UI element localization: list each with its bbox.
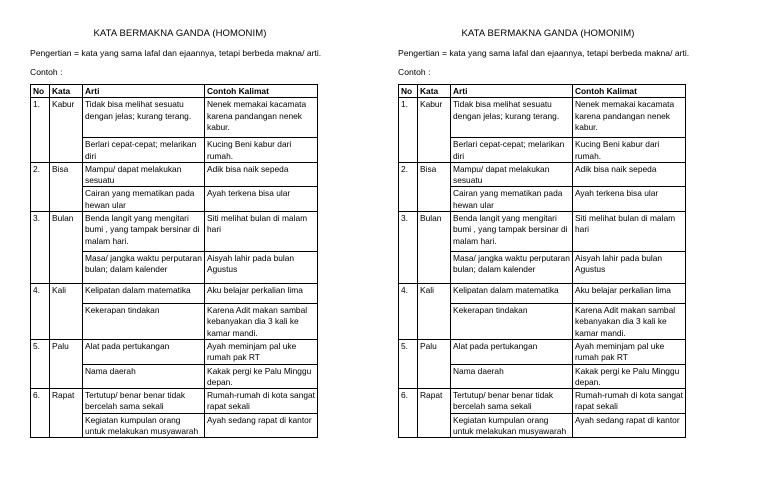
entry-word: Kabur: [418, 98, 451, 163]
entry-number: 3.: [31, 212, 50, 284]
entry-number: 5.: [31, 339, 50, 388]
entry-meaning: Cairan yang mematikan pada hewan ular: [83, 187, 205, 212]
header-arti: Arti: [451, 85, 573, 98]
header-no: No: [399, 85, 418, 98]
entry-example-sentence: Aku belajar perkalian lima: [205, 284, 318, 304]
entry-example-sentence: Karena Adit makan sambal kebanyakan dia 3 kali ke kamar mandi.: [205, 304, 318, 340]
table-row: [31, 98, 318, 138]
entry-meaning: Tertutup/ benar benar tidak bercelah sama sekali: [451, 389, 573, 414]
entry-example-sentence: Nenek memakai kacamata karena pandangan nenek kabur.: [573, 98, 686, 138]
homonym-table: [398, 84, 686, 438]
entry-word: Rapat: [418, 389, 451, 438]
example-label: Contoh :: [30, 67, 63, 77]
entry-word: Kali: [50, 284, 83, 340]
table-row: [399, 339, 686, 364]
table-row: [399, 98, 686, 138]
entry-meaning: Kegiatan kumpulan orang untuk melakukan musyawarah: [451, 413, 573, 438]
entry-number: 5.: [399, 339, 418, 388]
entry-word: Rapat: [50, 389, 83, 438]
entry-example-sentence: Aisyah lahir pada bulan Agustus: [573, 252, 686, 284]
entry-meaning: Berlari cepat-cepat; melarikan diri: [451, 138, 573, 163]
entry-example-sentence: Ayah terkena bisa ular: [573, 187, 686, 212]
entry-meaning: Kegiatan kumpulan orang untuk melakukan musyawarah: [83, 413, 205, 438]
entry-meaning: Masa/ jangka waktu perputaran bulan; dalam kalender: [83, 252, 205, 284]
entry-meaning: Kekerapan tindakan: [83, 304, 205, 340]
header-contoh: Contoh Kalimat: [205, 85, 318, 98]
header-kata: Kata: [50, 85, 83, 98]
table-row: [31, 162, 318, 187]
table-row: [31, 284, 318, 304]
entry-example-sentence: Ayah terkena bisa ular: [205, 187, 318, 212]
entry-number: 6.: [399, 389, 418, 438]
entry-example-sentence: Ayah meminjam pal uke rumah pak RT: [573, 339, 686, 364]
header-contoh: Contoh Kalimat: [573, 85, 686, 98]
entry-meaning: Kekerapan tindakan: [451, 304, 573, 340]
entry-word: Kabur: [50, 98, 83, 163]
entry-meaning: Benda langit yang mengitari bumi , yang tampak bersinar di malam hari.: [451, 212, 573, 252]
entry-meaning: Kelipatan dalam matematika: [83, 284, 205, 304]
table-row: [399, 162, 686, 187]
entry-meaning: Nama daerah: [451, 364, 573, 389]
entry-example-sentence: Siti melihat bulan di malam hari: [205, 212, 318, 252]
entry-meaning: Tidak bisa melihat sesuatu dengan jelas; kurang terang.: [83, 98, 205, 138]
entry-meaning: Alat pada pertukangan: [83, 339, 205, 364]
entry-number: 3.: [399, 212, 418, 284]
document-title: KATA BERMAKNA GANDA (HOMONIM): [461, 28, 635, 39]
example-label: Contoh :: [398, 67, 431, 77]
entry-word: Bisa: [418, 162, 451, 211]
entry-meaning: Alat pada pertukangan: [451, 339, 573, 364]
entry-meaning: Nama daerah: [83, 364, 205, 389]
entry-number: 4.: [399, 284, 418, 340]
entry-example-sentence: Kucing Beni kabur dari rumah.: [205, 138, 318, 163]
header-arti: Arti: [83, 85, 205, 98]
entry-example-sentence: Adik bisa naik sepeda: [573, 162, 686, 187]
entry-meaning: Masa/ jangka waktu perputaran bulan; dalam kalender: [451, 252, 573, 284]
entry-number: 1.: [31, 98, 50, 163]
entry-example-sentence: Kucing Beni kabur dari rumah.: [573, 138, 686, 163]
entry-word: Bulan: [50, 212, 83, 284]
header-kata: Kata: [418, 85, 451, 98]
entry-meaning: Kelipatan dalam matematika: [451, 284, 573, 304]
entry-word: Bulan: [418, 212, 451, 284]
entry-meaning: Cairan yang mematikan pada hewan ular: [451, 187, 573, 212]
entry-example-sentence: Siti melihat bulan di malam hari: [573, 212, 686, 252]
entry-meaning: Tidak bisa melihat sesuatu dengan jelas; kurang terang.: [451, 98, 573, 138]
header-no: No: [31, 85, 50, 98]
table-row: [31, 212, 318, 252]
entry-number: 6.: [31, 389, 50, 438]
entry-meaning: Mampu/ dapat melakukan sesuatu: [83, 162, 205, 187]
table-row: [399, 284, 686, 304]
entry-number: 1.: [399, 98, 418, 163]
entry-example-sentence: Kakak pergi ke Palu Minggu depan.: [573, 364, 686, 389]
definition-text: Pengertian = kata yang sama lafal dan ejaannya, tetapi berbeda makna/ arti.: [398, 48, 690, 58]
entry-example-sentence: Aku belajar perkalian lima: [573, 284, 686, 304]
entry-number: 2.: [31, 162, 50, 211]
entry-word: Palu: [50, 339, 83, 388]
entry-example-sentence: Ayah sedang rapat di kantor: [573, 413, 686, 438]
table-header-row: [31, 85, 318, 98]
entry-word: Kali: [418, 284, 451, 340]
document-title: KATA BERMAKNA GANDA (HOMONIM): [93, 28, 267, 39]
entry-meaning: Mampu/ dapat melakukan sesuatu: [451, 162, 573, 187]
entry-number: 2.: [399, 162, 418, 211]
entry-example-sentence: Kakak pergi ke Palu Minggu depan.: [205, 364, 318, 389]
definition-text: Pengertian = kata yang sama lafal dan ejaannya, tetapi berbeda makna/ arti.: [30, 48, 322, 58]
entry-number: 4.: [31, 284, 50, 340]
entry-example-sentence: Adik bisa naik sepeda: [205, 162, 318, 187]
entry-meaning: Berlari cepat-cepat; melarikan diri: [83, 138, 205, 163]
table-row: [31, 339, 318, 364]
entry-example-sentence: Aisyah lahir pada bulan Agustus: [205, 252, 318, 284]
entry-example-sentence: Ayah sedang rapat di kantor: [205, 413, 318, 438]
entry-word: Palu: [418, 339, 451, 388]
table-row: [399, 389, 686, 414]
entry-meaning: Benda langit yang mengitari bumi , yang tampak bersinar di malam hari.: [83, 212, 205, 252]
entry-example-sentence: Nenek memakai kacamata karena pandangan nenek kabur.: [205, 98, 318, 138]
homonym-table: [30, 84, 318, 438]
entry-example-sentence: Karena Adit makan sambal kebanyakan dia 3 kali ke kamar mandi.: [573, 304, 686, 340]
entry-word: Bisa: [50, 162, 83, 211]
table-header-row: [399, 85, 686, 98]
entry-example-sentence: Rumah-rumah di kota sangat rapat sekali: [573, 389, 686, 414]
entry-meaning: Tertutup/ benar benar tidak bercelah sama sekali: [83, 389, 205, 414]
entry-example-sentence: Rumah-rumah di kota sangat rapat sekali: [205, 389, 318, 414]
table-row: [399, 212, 686, 252]
entry-example-sentence: Ayah meminjam pal uke rumah pak RT: [205, 339, 318, 364]
table-row: [31, 389, 318, 414]
